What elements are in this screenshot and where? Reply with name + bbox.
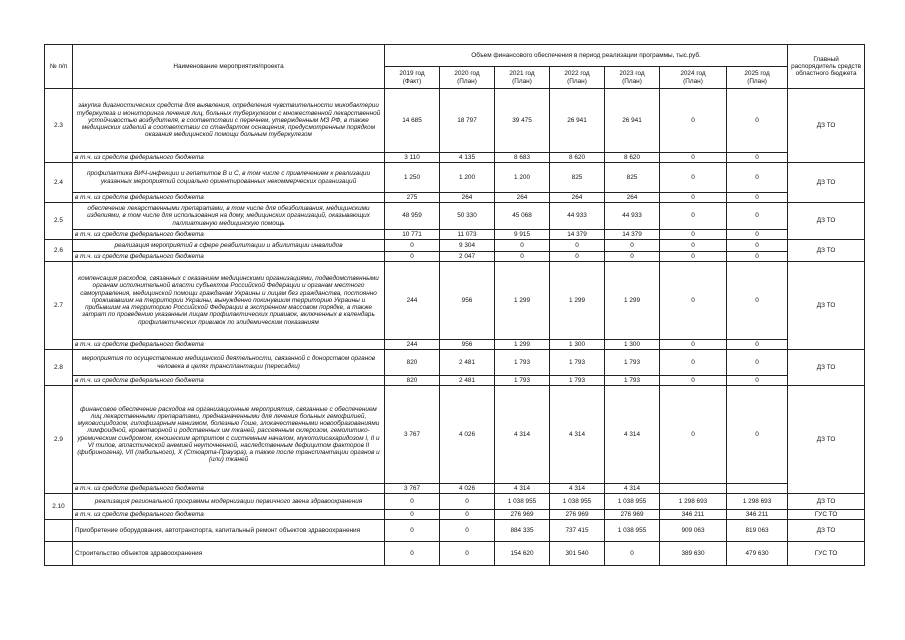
amount-cell: 0	[385, 240, 440, 252]
header-row	[45, 45, 865, 67]
federal-amount-cell: 8 620	[550, 153, 605, 163]
amount-cell: 479 630	[727, 542, 788, 566]
activity-name	[73, 494, 385, 510]
federal-amount-cell: 0	[495, 252, 550, 262]
amount-cell: 4 314	[495, 386, 550, 484]
year-header	[550, 67, 605, 89]
amount-cell: 44 933	[605, 203, 660, 230]
activity-name	[73, 203, 385, 230]
federal-amount-cell: 3 110	[385, 153, 440, 163]
federal-amount-cell: 264	[440, 193, 495, 203]
year-label: 2022 год	[564, 70, 590, 78]
activity-row	[45, 163, 865, 193]
federal-amount-cell: 1 300	[605, 340, 660, 350]
federal-amount-cell: 264	[495, 193, 550, 203]
amount-cell: 0	[727, 89, 788, 153]
amount-cell: 0	[605, 240, 660, 252]
amount-cell: 956	[440, 262, 495, 340]
amount-cell: 50 330	[440, 203, 495, 230]
activity-name-text: мероприятия по осуществлению медицинской деятельности, связанной с донорством органов человека в целях трансплантации (пересадки)	[81, 355, 376, 370]
empty-num-cell	[45, 542, 73, 566]
activity-row	[45, 494, 865, 510]
amount-cell: 39 475	[495, 89, 550, 153]
federal-row	[45, 193, 865, 203]
federal-amount-cell: 0	[660, 376, 727, 386]
amount-cell: 1 038 955	[495, 494, 550, 510]
federal-amount-cell: 4 026	[440, 484, 495, 494]
amount-cell: 0	[385, 494, 440, 510]
activity-name	[73, 350, 385, 376]
amount-cell: 1 793	[495, 350, 550, 376]
amount-cell: 737 415	[550, 520, 605, 542]
finance-table-sheet	[44, 44, 864, 566]
federal-amount-cell: 275	[385, 193, 440, 203]
amount-cell: 819 063	[727, 520, 788, 542]
federal-amount-cell: 0	[385, 252, 440, 262]
amount-cell: 820	[385, 350, 440, 376]
activity-name-text: обеспечение лекарственными препаратами, в том числе для обезболивания, медицинскими изделиями, в том числе для использования на дому, медицинских организаций, оказывающих паллиативную медицинскую помощь	[87, 205, 370, 227]
amount-cell: 909 063	[660, 520, 727, 542]
federal-amount-cell: 0	[727, 230, 788, 240]
amount-cell: 0	[440, 542, 495, 566]
federal-amount-cell: 956	[440, 340, 495, 350]
federal-amount-cell: 1 793	[605, 376, 660, 386]
federal-amount-cell: 0	[440, 510, 495, 520]
amount-cell: 0	[605, 542, 660, 566]
federal-amount-cell	[660, 484, 727, 494]
amount-cell: 48 959	[385, 203, 440, 230]
federal-distributor-cell: ГУС ТО	[788, 510, 865, 520]
federal-amount-cell: 8 683	[495, 153, 550, 163]
activity-name-text: реализация мероприятий в сфере реабилитации и абилитации инвалидов	[114, 241, 343, 249]
header-finance-group: Объем финансового обеспечения в период реализации программы, тыс.руб.	[385, 45, 788, 67]
federal-amount-cell: 4 135	[440, 153, 495, 163]
amount-cell: 0	[385, 520, 440, 542]
amount-cell: 884 335	[495, 520, 550, 542]
federal-amount-cell: 11 073	[440, 230, 495, 240]
year-kind: (План)	[747, 77, 767, 85]
federal-amount-cell: 4 314	[495, 484, 550, 494]
year-kind: (Факт)	[402, 77, 422, 85]
row-number: 2.5	[45, 203, 73, 240]
federal-label: в т.ч. из средств федерального бюджета	[73, 252, 385, 262]
amount-cell: 44 933	[550, 203, 605, 230]
amount-cell: 1 299	[495, 262, 550, 340]
federal-amount-cell: 8 620	[605, 153, 660, 163]
amount-cell: 26 941	[605, 89, 660, 153]
amount-cell: 1 200	[440, 163, 495, 193]
amount-cell: 0	[660, 386, 727, 484]
amount-cell: 1 298 693	[727, 494, 788, 510]
year-header	[727, 67, 788, 89]
distributor-cell: ДЗ ТО	[788, 262, 865, 350]
federal-row	[45, 376, 865, 386]
summary-row	[45, 520, 865, 542]
row-number: 2.7	[45, 262, 73, 350]
row-number: 2.10	[45, 494, 73, 520]
year-label: 2023 год	[619, 70, 645, 78]
amount-cell: 1 299	[605, 262, 660, 340]
amount-cell: 154 620	[495, 542, 550, 566]
distributor-cell: ДЗ ТО	[788, 203, 865, 240]
year-kind: (План)	[622, 77, 642, 85]
distributor-cell: ДЗ ТО	[788, 350, 865, 386]
activity-row	[45, 262, 865, 340]
federal-amount-cell: 0	[660, 252, 727, 262]
federal-amount-cell: 0	[660, 230, 727, 240]
amount-cell: 1 250	[385, 163, 440, 193]
federal-amount-cell: 244	[385, 340, 440, 350]
federal-amount-cell: 1 793	[550, 376, 605, 386]
amount-cell: 1 793	[550, 350, 605, 376]
federal-amount-cell: 0	[727, 340, 788, 350]
amount-cell: 825	[605, 163, 660, 193]
amount-cell: 1 038 955	[550, 494, 605, 510]
year-label: 2025 год	[744, 70, 770, 78]
activity-name	[73, 262, 385, 340]
amount-cell: 4 026	[440, 386, 495, 484]
federal-amount-cell: 3 767	[385, 484, 440, 494]
distributor-cell: ДЗ ТО	[788, 494, 865, 510]
federal-amount-cell: 0	[727, 153, 788, 163]
activity-name	[73, 89, 385, 153]
federal-amount-cell: 14 379	[605, 230, 660, 240]
federal-label: в т.ч. из средств федерального бюджета	[73, 510, 385, 520]
federal-amount-cell: 0	[727, 252, 788, 262]
federal-amount-cell: 264	[550, 193, 605, 203]
year-kind: (План)	[567, 77, 587, 85]
amount-cell: 2 481	[440, 350, 495, 376]
amount-cell: 0	[727, 262, 788, 340]
year-header	[385, 67, 440, 89]
federal-amount-cell: 0	[660, 153, 727, 163]
amount-cell: 0	[660, 203, 727, 230]
row-number: 2.9	[45, 386, 73, 494]
amount-cell: 1 038 955	[605, 520, 660, 542]
activity-name-text: закупка диагностических средств для выявления, определения чувствительности микобактерии туберкулеза и мониторинга лечения лиц, больных туберкулезом с множественной лекарственной устойчивостью возбудителя, в соответствии с перечнем, утвержденным МЗ РФ, в также медицинских изделий в соответствии со стандартом оснащения, предусмотренным порядком оказания медицинской помощи больным туберкулезом	[76, 102, 381, 139]
federal-amount-cell: 276 969	[550, 510, 605, 520]
activity-row	[45, 89, 865, 153]
amount-cell: 0	[495, 240, 550, 252]
federal-amount-cell: 4 314	[550, 484, 605, 494]
year-label: 2024 год	[680, 70, 706, 78]
amount-cell: 0	[385, 542, 440, 566]
activity-name-text: компенсация расходов, связанных с оказанием медицинскими организациями, подведомственными органам исполнительной власти субъектов Российской Федерации и органам местного самоуправления, медицинской помощи гражданам Украины и лицам без гражданства, постоянно проживавшим на территории Украины, вынужденно покинувшим территорию Украины и прибывшим на территорию Российской Федерации в экстренном массовом порядке, а также затрат по проведению указанным лицам профилактических прививок, включенных в календарь профилактических прививок по эпидемическим показаниям	[78, 275, 379, 326]
distributor-cell: ДЗ ТО	[788, 163, 865, 203]
distributor-cell: ГУС ТО	[788, 542, 865, 566]
federal-amount-cell: 0	[550, 252, 605, 262]
federal-label: в т.ч. из средств федерального бюджета	[73, 230, 385, 240]
amount-cell: 0	[660, 89, 727, 153]
federal-amount-cell: 0	[660, 193, 727, 203]
distributor-cell: ДЗ ТО	[788, 89, 865, 163]
row-number: 2.3	[45, 89, 73, 163]
amount-cell: 0	[727, 163, 788, 193]
amount-cell: 301 540	[550, 542, 605, 566]
federal-amount-cell: 276 969	[605, 510, 660, 520]
federal-row	[45, 510, 865, 520]
amount-cell: 0	[660, 350, 727, 376]
federal-amount-cell: 276 969	[495, 510, 550, 520]
activity-name	[73, 386, 385, 484]
amount-cell: 26 941	[550, 89, 605, 153]
amount-cell: 4 314	[605, 386, 660, 484]
amount-cell: 0	[727, 386, 788, 484]
federal-amount-cell	[727, 484, 788, 494]
amount-cell: 1 200	[495, 163, 550, 193]
federal-row	[45, 252, 865, 262]
amount-cell: 244	[385, 262, 440, 340]
amount-cell: 1 298 693	[660, 494, 727, 510]
row-number: 2.8	[45, 350, 73, 386]
federal-label: в т.ч. из средств федерального бюджета	[73, 484, 385, 494]
federal-amount-cell: 1 300	[550, 340, 605, 350]
federal-amount-cell: 1 793	[495, 376, 550, 386]
federal-amount-cell: 14 379	[550, 230, 605, 240]
activity-name-text: финансовое обеспечение расходов на организационные мероприятия, связанные с обеспечением лиц лекарственными препаратами, предназначенными для лечения больных гемофилией, муковисцидозом, гипофизарным нанизмом, болезнью Гоше, злокачественными новообразованиями лимфоидной, кроветворной и родственных им тканей, рассеянным склерозом, гемолитико-уремическим синдромом, юношеским артритом с системным началом, мукополисахаридозом I, II и VI типов, апластической анемией неуточненной, наследственным дефицитом факторов II (фибриногена), VII (лабильного), X (Стюарта-Прауэра), а также после трансплантации органов и (или) тканей	[77, 405, 380, 464]
finance-table	[44, 44, 865, 566]
amount-cell: 14 685	[385, 89, 440, 153]
amount-cell: 0	[727, 203, 788, 230]
empty-num-cell	[45, 520, 73, 542]
federal-amount-cell: 0	[660, 340, 727, 350]
amount-cell: 1 038 955	[605, 494, 660, 510]
amount-cell: 389 630	[660, 542, 727, 566]
amount-cell: 0	[660, 262, 727, 340]
activity-name	[73, 240, 385, 252]
amount-cell: 1 299	[550, 262, 605, 340]
amount-cell: 0	[440, 520, 495, 542]
federal-amount-cell: 2 047	[440, 252, 495, 262]
year-header	[660, 67, 727, 89]
row-number: 2.6	[45, 240, 73, 262]
amount-cell: 3 767	[385, 386, 440, 484]
distributor-cell: ДЗ ТО	[788, 240, 865, 262]
federal-amount-cell: 0	[727, 193, 788, 203]
amount-cell: 0	[550, 240, 605, 252]
header-num: № п/п	[45, 45, 73, 89]
amount-cell: 0	[440, 494, 495, 510]
federal-label: в т.ч. из средств федерального бюджета	[73, 153, 385, 163]
federal-row	[45, 153, 865, 163]
amount-cell: 0	[660, 240, 727, 252]
distributor-cell: ДЗ ТО	[788, 520, 865, 542]
amount-cell: 825	[550, 163, 605, 193]
header-distributor: Главный распорядитель средств областного бюджета	[788, 45, 865, 89]
federal-label: в т.ч. из средств федерального бюджета	[73, 376, 385, 386]
federal-amount-cell: 1 299	[495, 340, 550, 350]
amount-cell: 45 068	[495, 203, 550, 230]
amount-cell: 0	[660, 163, 727, 193]
activity-name-text: профилактика ВИЧ-инфекции и гепатитов В и С, в том числе с привлечением к реализации указанных мероприятий социально ориентированных некоммерческих организаций	[86, 170, 371, 185]
federal-amount-cell: 0	[385, 510, 440, 520]
federal-amount-cell: 346 211	[660, 510, 727, 520]
amount-cell: 0	[727, 240, 788, 252]
amount-cell: 0	[727, 350, 788, 376]
row-number: 2.4	[45, 163, 73, 203]
activity-row	[45, 350, 865, 376]
year-kind: (План)	[512, 77, 532, 85]
activity-row	[45, 203, 865, 230]
year-kind: (План)	[683, 77, 703, 85]
amount-cell: 4 314	[550, 386, 605, 484]
federal-amount-cell: 0	[605, 252, 660, 262]
header-name: Наименование мероприятия/проекта	[73, 45, 385, 89]
year-header	[495, 67, 550, 89]
year-header	[440, 67, 495, 89]
amount-cell: 18 797	[440, 89, 495, 153]
federal-amount-cell: 4 314	[605, 484, 660, 494]
federal-amount-cell: 0	[727, 376, 788, 386]
federal-row	[45, 484, 865, 494]
summary-row	[45, 542, 865, 566]
activity-name	[73, 163, 385, 193]
federal-row	[45, 230, 865, 240]
summary-name: Приобретение оборудования, автотранспорта, капитальный ремонт объектов здравоохранения	[73, 520, 385, 542]
amount-cell: 1 793	[605, 350, 660, 376]
summary-name: Строительство объектов здравоохранения	[73, 542, 385, 566]
activity-row	[45, 240, 865, 252]
amount-cell: 9 304	[440, 240, 495, 252]
activity-name-text: реализация региональной программы модернизации первичного звена здравоохранения	[94, 497, 363, 505]
year-kind: (План)	[457, 77, 477, 85]
federal-amount-cell: 2 481	[440, 376, 495, 386]
year-label: 2019 год	[399, 70, 425, 78]
year-label: 2021 год	[509, 70, 535, 78]
distributor-cell: ДЗ ТО	[788, 386, 865, 494]
federal-amount-cell: 820	[385, 376, 440, 386]
year-header	[605, 67, 660, 89]
federal-amount-cell: 264	[605, 193, 660, 203]
federal-label: в т.ч. из средств федерального бюджета	[73, 193, 385, 203]
federal-amount-cell: 10 771	[385, 230, 440, 240]
federal-amount-cell: 9 915	[495, 230, 550, 240]
activity-row	[45, 386, 865, 484]
federal-amount-cell: 346 211	[727, 510, 788, 520]
federal-row	[45, 340, 865, 350]
year-label: 2020 год	[454, 70, 480, 78]
federal-label: в т.ч. из средств федерального бюджета	[73, 340, 385, 350]
